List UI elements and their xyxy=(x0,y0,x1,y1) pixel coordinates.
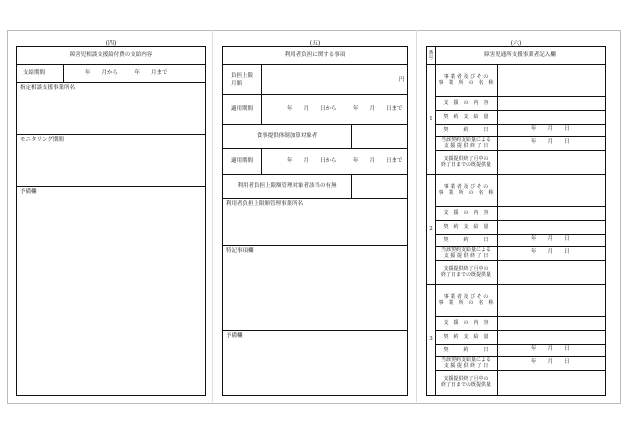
yen-unit: 円 xyxy=(399,77,405,83)
provider-header-row xyxy=(427,47,605,65)
page-label-6: (六) xyxy=(510,40,522,47)
entry-field-label: 事 業 者 及 び そ の xyxy=(443,74,489,80)
cap-office-label: 利用者負担上限額管理事業所名 xyxy=(226,201,304,207)
period-label: 支給期間 xyxy=(23,70,46,76)
entry-field-label: 契 約 日 xyxy=(443,236,489,243)
provider-entry xyxy=(427,175,605,285)
remarks-label: 予備欄 xyxy=(20,189,37,195)
benefit-header-row xyxy=(17,47,205,65)
notes-field xyxy=(223,246,407,331)
entry-field-label: 支 援 提 供 終 了 日 xyxy=(443,142,489,149)
cap-row xyxy=(223,65,407,95)
entry-field-label: 支 援 の 内 容 xyxy=(443,99,489,106)
panel-copayment xyxy=(222,46,408,396)
entry-field-label: 事 業 者 及 び そ の xyxy=(443,184,489,190)
designated-office-label: 指定相談支援事業所名 xyxy=(20,85,76,91)
cap-label-1: 負担上限 xyxy=(231,73,254,79)
cap-mgmt-row xyxy=(223,175,407,199)
panel-provider xyxy=(426,46,606,396)
cap-label-2: 月額 xyxy=(231,81,243,87)
provider-entry xyxy=(427,65,605,175)
panel-benefit xyxy=(16,46,206,396)
monitoring-field xyxy=(17,135,205,187)
entry-field-label: 契 約 支 給 量 xyxy=(443,113,489,120)
no-label-1: 番 xyxy=(428,51,434,56)
entry-field-label: 当該契約支給量による xyxy=(440,356,491,363)
designated-office-field xyxy=(17,83,205,135)
entry-field-label: 終了日までの既提供量 xyxy=(440,162,491,168)
entry-field-label: 当該契約支給量による xyxy=(440,136,491,143)
entry-field-label: 支 援 提 供 終 了 日 xyxy=(443,362,489,369)
entry-number: 1 xyxy=(429,116,433,122)
entry-date-value: 年 月 日 xyxy=(531,359,570,365)
no-label-2: 号 xyxy=(428,56,434,61)
benefit-header: 障害児相談支援給付費の支給内容 xyxy=(69,52,153,58)
entry-field-label: 支 援 提 供 終 了 日 xyxy=(443,252,489,259)
meal-row xyxy=(223,125,407,149)
entry-field-label: 支 援 の 内 容 xyxy=(443,319,489,326)
cap-office-field xyxy=(223,199,407,246)
provider-entry xyxy=(427,285,605,395)
entry-field-label: 契 約 支 給 量 xyxy=(443,223,489,230)
entry-field-label: 支 援 の 内 容 xyxy=(443,209,489,216)
period-value: 年 月から 年 月まで xyxy=(85,70,168,76)
entry-date-value: 年 月 日 xyxy=(531,346,570,352)
cap-mgmt-label: 利用者負担上限額管理対象者該当の有無 xyxy=(237,183,337,189)
fold-line xyxy=(416,30,417,402)
fold-line xyxy=(212,30,213,402)
notes-label: 特記事項欄 xyxy=(226,248,254,254)
copay-header: 利用者負担に関する事項 xyxy=(284,52,346,58)
period1-row xyxy=(223,95,407,125)
meal-label: 食事提供体制加算対象者 xyxy=(256,133,318,139)
entry-field-label: 当該契約支給量による xyxy=(440,246,491,253)
entry-number: 2 xyxy=(429,226,433,232)
entry-number: 3 xyxy=(429,336,433,342)
entry-date-value: 年 月 日 xyxy=(531,249,570,255)
entry-date-value: 年 月 日 xyxy=(531,236,570,242)
entry-field-label: 終了日までの既提供量 xyxy=(440,382,491,388)
period2-row xyxy=(223,149,407,175)
period2-label: 適用期間 xyxy=(231,158,254,164)
copay-remarks-label: 予備欄 xyxy=(226,333,243,339)
entry-field-label: 契 約 支 給 量 xyxy=(443,333,489,340)
entry-field-label: 事 業 所 の 名 称 xyxy=(438,80,494,86)
page-label-4: (四) xyxy=(105,40,117,47)
entry-field-label: 支援提供終了月中の xyxy=(443,156,489,162)
period2-value: 年 月 日から 年 月 日まで xyxy=(287,158,403,164)
entry-field-label: 契 約 日 xyxy=(443,126,489,133)
copay-header-row xyxy=(223,47,407,65)
entry-field-label: 契 約 日 xyxy=(443,346,489,353)
entry-field-label: 支援提供終了月中の xyxy=(443,266,489,272)
entry-field-label: 支援提供終了月中の xyxy=(443,376,489,382)
monitoring-label: モニタリング期間 xyxy=(20,137,64,143)
entry-date-value: 年 月 日 xyxy=(531,126,570,132)
entry-date-value: 年 月 日 xyxy=(531,139,570,145)
period1-label: 適用期間 xyxy=(231,106,254,112)
entry-field-label: 事 業 所 の 名 称 xyxy=(438,190,494,196)
period1-value: 年 月 日から 年 月 日まで xyxy=(287,106,403,112)
entry-field-label: 事 業 所 の 名 称 xyxy=(438,300,494,306)
entry-field-label: 事 業 者 及 び そ の xyxy=(443,294,489,300)
page-label-5: (五) xyxy=(309,40,321,47)
provider-header: 障害児通所支援事業者記入欄 xyxy=(484,52,556,58)
period-row xyxy=(17,65,205,83)
entry-field-label: 終了日までの既提供量 xyxy=(440,272,491,278)
